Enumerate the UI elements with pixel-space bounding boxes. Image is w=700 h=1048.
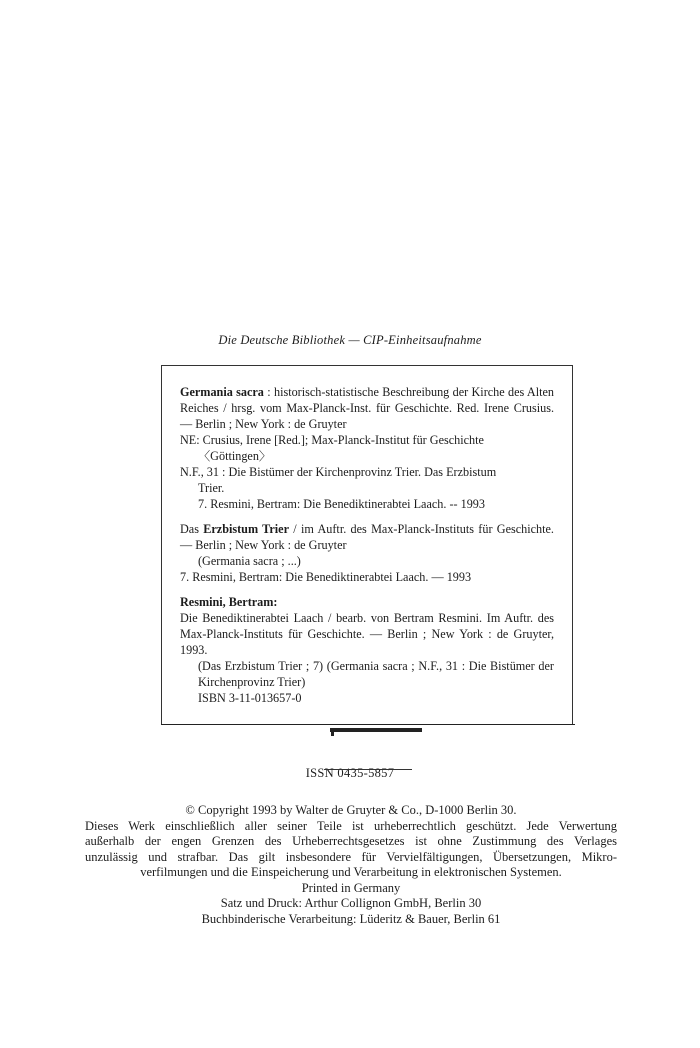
entry2-title-bold: Erzbistum Trier [203,522,290,536]
cip-entry-erzbistum-trier [180,521,554,585]
entry1-title-bold: Germania sacra [180,385,264,399]
copyright-line: © Copyright 1993 by Walter de Gruyter & Co., D-1000 Berlin 30. [185,803,517,817]
entry1-nf-cont: Trier. [198,481,225,495]
entry2-title-rest: / im Auftr. des Max-Planck-Instituts für Geschichte. — Berlin ; New York : de Gruyter [180,522,554,552]
entry2-title-paragraph [180,521,554,553]
typesetting-printing: Satz und Druck: Arthur Collignon GmbH, Berlin 30 [220,896,482,910]
cip-heading: Die Deutsche Bibliothek — CIP-Einheitsaufnahme [218,333,482,347]
issn-number: ISSN 0435-5857 [305,766,395,780]
cip-record-content [180,384,554,706]
rights-line-3: unzulässig und strafbar. Das gilt insbesondere für Vervielfältigungen, Übersetzungen, Mikro- [85,849,617,864]
cip-box-bottom-rule [161,724,575,725]
print-smudge-dot [331,732,334,736]
entry3-author: Resmini, Bertram: [180,595,278,609]
entry2-volume-line: 7. Resmini, Bertram: Die Benediktinerabtei Laach. — 1993 [180,570,472,584]
printed-in: Printed in Germany [301,880,401,895]
entry-separator [180,512,554,521]
rights-line-4: verfilmungen und die Einspeicherung und Verarbeitung in elektronischen Systemen. [140,865,562,879]
entry1-volume-line: 7. Resmini, Bertram: Die Benediktinerabtei Laach. -- 1993 [198,497,485,511]
entry3-body: Die Benediktinerabtei Laach / bearb. von Bertram Resmini. Im Auftr. des Max-Planck-Instituts für Geschichte. — Berlin ; New York : de Gruyter, 1993. [180,611,554,657]
entry2-series: (Germania sacra ; ...) [198,554,301,568]
bookbinding: Buchbinderische Verarbeitung: Lüderitz & Bauer, Berlin 61 [201,911,501,926]
entry1-nf-line: N.F., 31 : Die Bistümer der Kirchenprovinz Trier. Das Erzbistum [180,465,497,479]
entry1-title-paragraph [180,384,554,432]
print-smudge-mark [330,728,422,732]
rights-line-1: Dieses Werk einschließlich aller seiner Teile ist urheberrechtlich geschützt. Jede Verwertung [85,818,617,833]
cip-entry-resmini [180,594,554,706]
rights-line-2: außerhalb der engen Grenzen des Urheberrechtsgesetzes ist ohne Zustimmung des Verlages [85,834,617,848]
entry-separator [180,585,554,594]
entry3-isbn: ISBN 3-11-013657-0 [198,691,302,705]
entry1-ne-cont: 〈Göttingen〉 [198,449,272,463]
cip-entry-germania-sacra [180,384,554,512]
entry1-title-rest: : historisch-statistische Beschreibung der Kirche des Alten Reiches / hrsg. vom Max-Planck-Inst. für Geschichte. Red. Irene Crusius. — Berlin ; New York : de Gruyter [180,385,555,431]
entry1-ne-line: NE: Crusius, Irene [Red.]; Max-Planck-Institut für Geschichte [180,433,484,447]
entry2-prefix: Das [180,522,204,536]
issn-overline-mark [324,769,412,770]
copyright-block [85,803,617,927]
entry3-series: (Das Erzbistum Trier ; 7) (Germania sacra ; N.F., 31 : Die Bistümer der Kirchenprovinz Trier) [198,659,554,689]
